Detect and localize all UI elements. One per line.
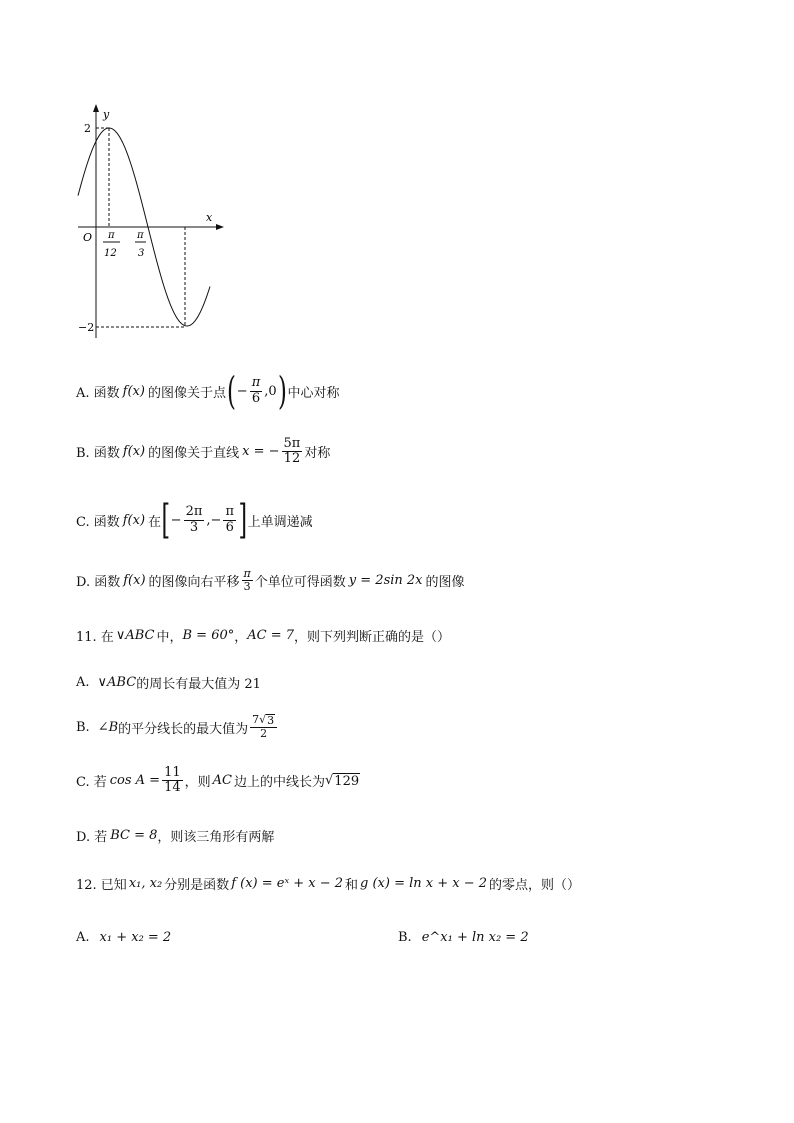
- option-a-prefix: A. 函数: [76, 385, 120, 401]
- option-c-fraction-2: [223, 505, 236, 535]
- frac-num: 2π: [185, 504, 203, 520]
- right-bracket: ]: [238, 497, 248, 543]
- option-a-text1: 的图像关于点: [147, 385, 226, 401]
- q11-c-prefix: C. 若: [76, 775, 107, 791]
- q12-stem: 12. 已知: [76, 878, 127, 893]
- option-b: [76, 437, 330, 467]
- q11-sep: ，: [234, 630, 248, 645]
- q11-c-ac: AC: [212, 773, 232, 789]
- q11-a-text: 的周长有最大值为 21: [136, 677, 261, 692]
- q12-b-prefix: B.: [398, 930, 412, 945]
- option-b-prefix: B. 函数: [76, 446, 120, 462]
- frac-den: 14: [164, 780, 181, 796]
- option-a-fx: f(x): [122, 383, 145, 399]
- option-c-text1: 在: [148, 514, 162, 530]
- q12-stem3: 的零点，则（）: [489, 878, 581, 893]
- option-d-text3: 的图像: [425, 575, 465, 591]
- frac-num-coef: 7: [252, 713, 260, 726]
- q11-option-c: [76, 766, 360, 796]
- tick-pi-12-num: π: [108, 230, 115, 241]
- option-a-fraction: [250, 376, 263, 406]
- q12-b-expr: e^x₁ + ln x₂ = 2: [421, 930, 529, 945]
- q12-option-b: [398, 930, 529, 945]
- tick-pi-3-den: 3: [138, 248, 145, 259]
- q11-b-fraction: [250, 714, 277, 740]
- option-c: [76, 497, 313, 543]
- option-a-minus: −: [236, 383, 248, 399]
- q11-c-text1: ，则: [184, 775, 211, 791]
- option-c-fraction-1: [184, 505, 205, 535]
- q12-and: 和: [345, 878, 359, 893]
- option-d-fx: f(x): [123, 573, 146, 589]
- sqrt-radicand: 3: [267, 714, 275, 727]
- origin-label: O: [83, 231, 93, 244]
- y-max-label: 2: [84, 122, 91, 135]
- left-bracket: [: [161, 497, 171, 543]
- sqrt-radicand: 129: [334, 773, 360, 789]
- frac-den: 6: [225, 519, 234, 535]
- tick-pi-3-num: π: [137, 230, 144, 241]
- frac-num: 11: [164, 765, 181, 780]
- q11-option-b: [76, 714, 279, 740]
- q11-cond1: B = 60°: [182, 628, 235, 643]
- x-axis-label: x: [206, 211, 213, 224]
- frac-num: [250, 714, 277, 728]
- q11-d-cond: BC = 8: [110, 828, 158, 843]
- y-axis-label: y: [103, 108, 110, 121]
- option-d-text1: 的图像向右平移: [148, 575, 240, 591]
- q11-c-text2: 边上的中线长为: [233, 775, 325, 791]
- left-paren: (: [226, 369, 236, 413]
- q11-b-prefix: B.: [76, 719, 90, 735]
- option-c-sep: ,−: [206, 512, 222, 528]
- frac-den: 3: [189, 519, 199, 535]
- frac-num: 5π: [283, 436, 301, 451]
- q11-c-fraction: [162, 766, 183, 796]
- q11-d-text: ，则该三角形有两解: [157, 830, 275, 845]
- option-b-text1: 的图像关于直线: [148, 446, 240, 462]
- frac-num: π: [251, 375, 261, 391]
- sine-graph: [60, 98, 230, 348]
- frac-den: 12: [283, 451, 301, 467]
- q12-stem2: 分别是函数: [164, 878, 230, 893]
- q11-b-text: 的平分线长的最大值为: [118, 721, 249, 737]
- right-paren: ): [277, 369, 287, 413]
- q11-d-prefix: D. 若: [76, 830, 108, 845]
- q11-a-triangle: ∨ABC: [97, 675, 137, 690]
- q11-c-cos: cos A =: [109, 773, 161, 789]
- q11-triangle: ∨ABC: [115, 628, 155, 643]
- option-c-fx: f(x): [122, 512, 146, 528]
- option-c-minus: −: [170, 512, 182, 528]
- option-d: [76, 568, 465, 593]
- q12-g: g (x) = ln x + x − 2: [360, 876, 488, 891]
- option-a-text2: 中心对称: [287, 385, 340, 401]
- frac-den: 3: [243, 580, 251, 594]
- option-b-text2: 对称: [304, 446, 331, 462]
- q11-stem: 11. 在: [76, 630, 114, 645]
- option-d-text2: 个单位可得函数: [254, 575, 346, 591]
- option-d-fraction: [242, 568, 253, 593]
- option-b-fx: f(x): [122, 444, 146, 460]
- question-12-stem: [76, 874, 580, 893]
- x-axis-arrow: [216, 224, 224, 230]
- q11-stem2: 中，: [156, 630, 183, 645]
- q11-a-prefix: A.: [76, 675, 90, 690]
- option-a: [76, 369, 340, 413]
- frac-num: π: [225, 504, 234, 520]
- option-a-comma0: ,0: [264, 383, 277, 399]
- tick-pi-12-den: 12: [104, 248, 117, 259]
- question-11-stem: [76, 626, 450, 645]
- q12-a-expr: x₁ + x₂ = 2: [99, 930, 172, 945]
- q12-a-prefix: A.: [76, 930, 90, 945]
- option-b-fraction: [282, 437, 303, 467]
- q11-cond2: AC = 7: [247, 628, 295, 643]
- y-axis-arrow: [93, 104, 99, 112]
- q12-option-a: [76, 930, 171, 945]
- option-c-text2: 上单调递减: [247, 514, 313, 530]
- sqrt-symbol: √ 3: [259, 713, 275, 727]
- option-d-func: y = 2sin 2x: [348, 573, 423, 589]
- option-c-prefix: C. 函数: [76, 514, 120, 530]
- q11-c-sqrt: √ 129: [325, 772, 360, 789]
- frac-den: 6: [251, 390, 261, 406]
- q11-b-angle: ∠B: [97, 719, 119, 735]
- option-d-prefix: D. 函数: [76, 575, 121, 591]
- y-min-label: −2: [78, 321, 95, 334]
- option-b-eq: x = −: [242, 444, 280, 460]
- q11-option-d: [76, 826, 274, 845]
- q11-option-a: [76, 673, 261, 692]
- frac-num: π: [243, 567, 251, 580]
- q12-vars: x₁, x₂: [128, 876, 163, 891]
- q12-f: f (x) = eˣ + x − 2: [231, 876, 343, 891]
- q11-stem3: ，则下列判断正确的是（）: [294, 630, 451, 645]
- frac-den: 2: [260, 727, 268, 741]
